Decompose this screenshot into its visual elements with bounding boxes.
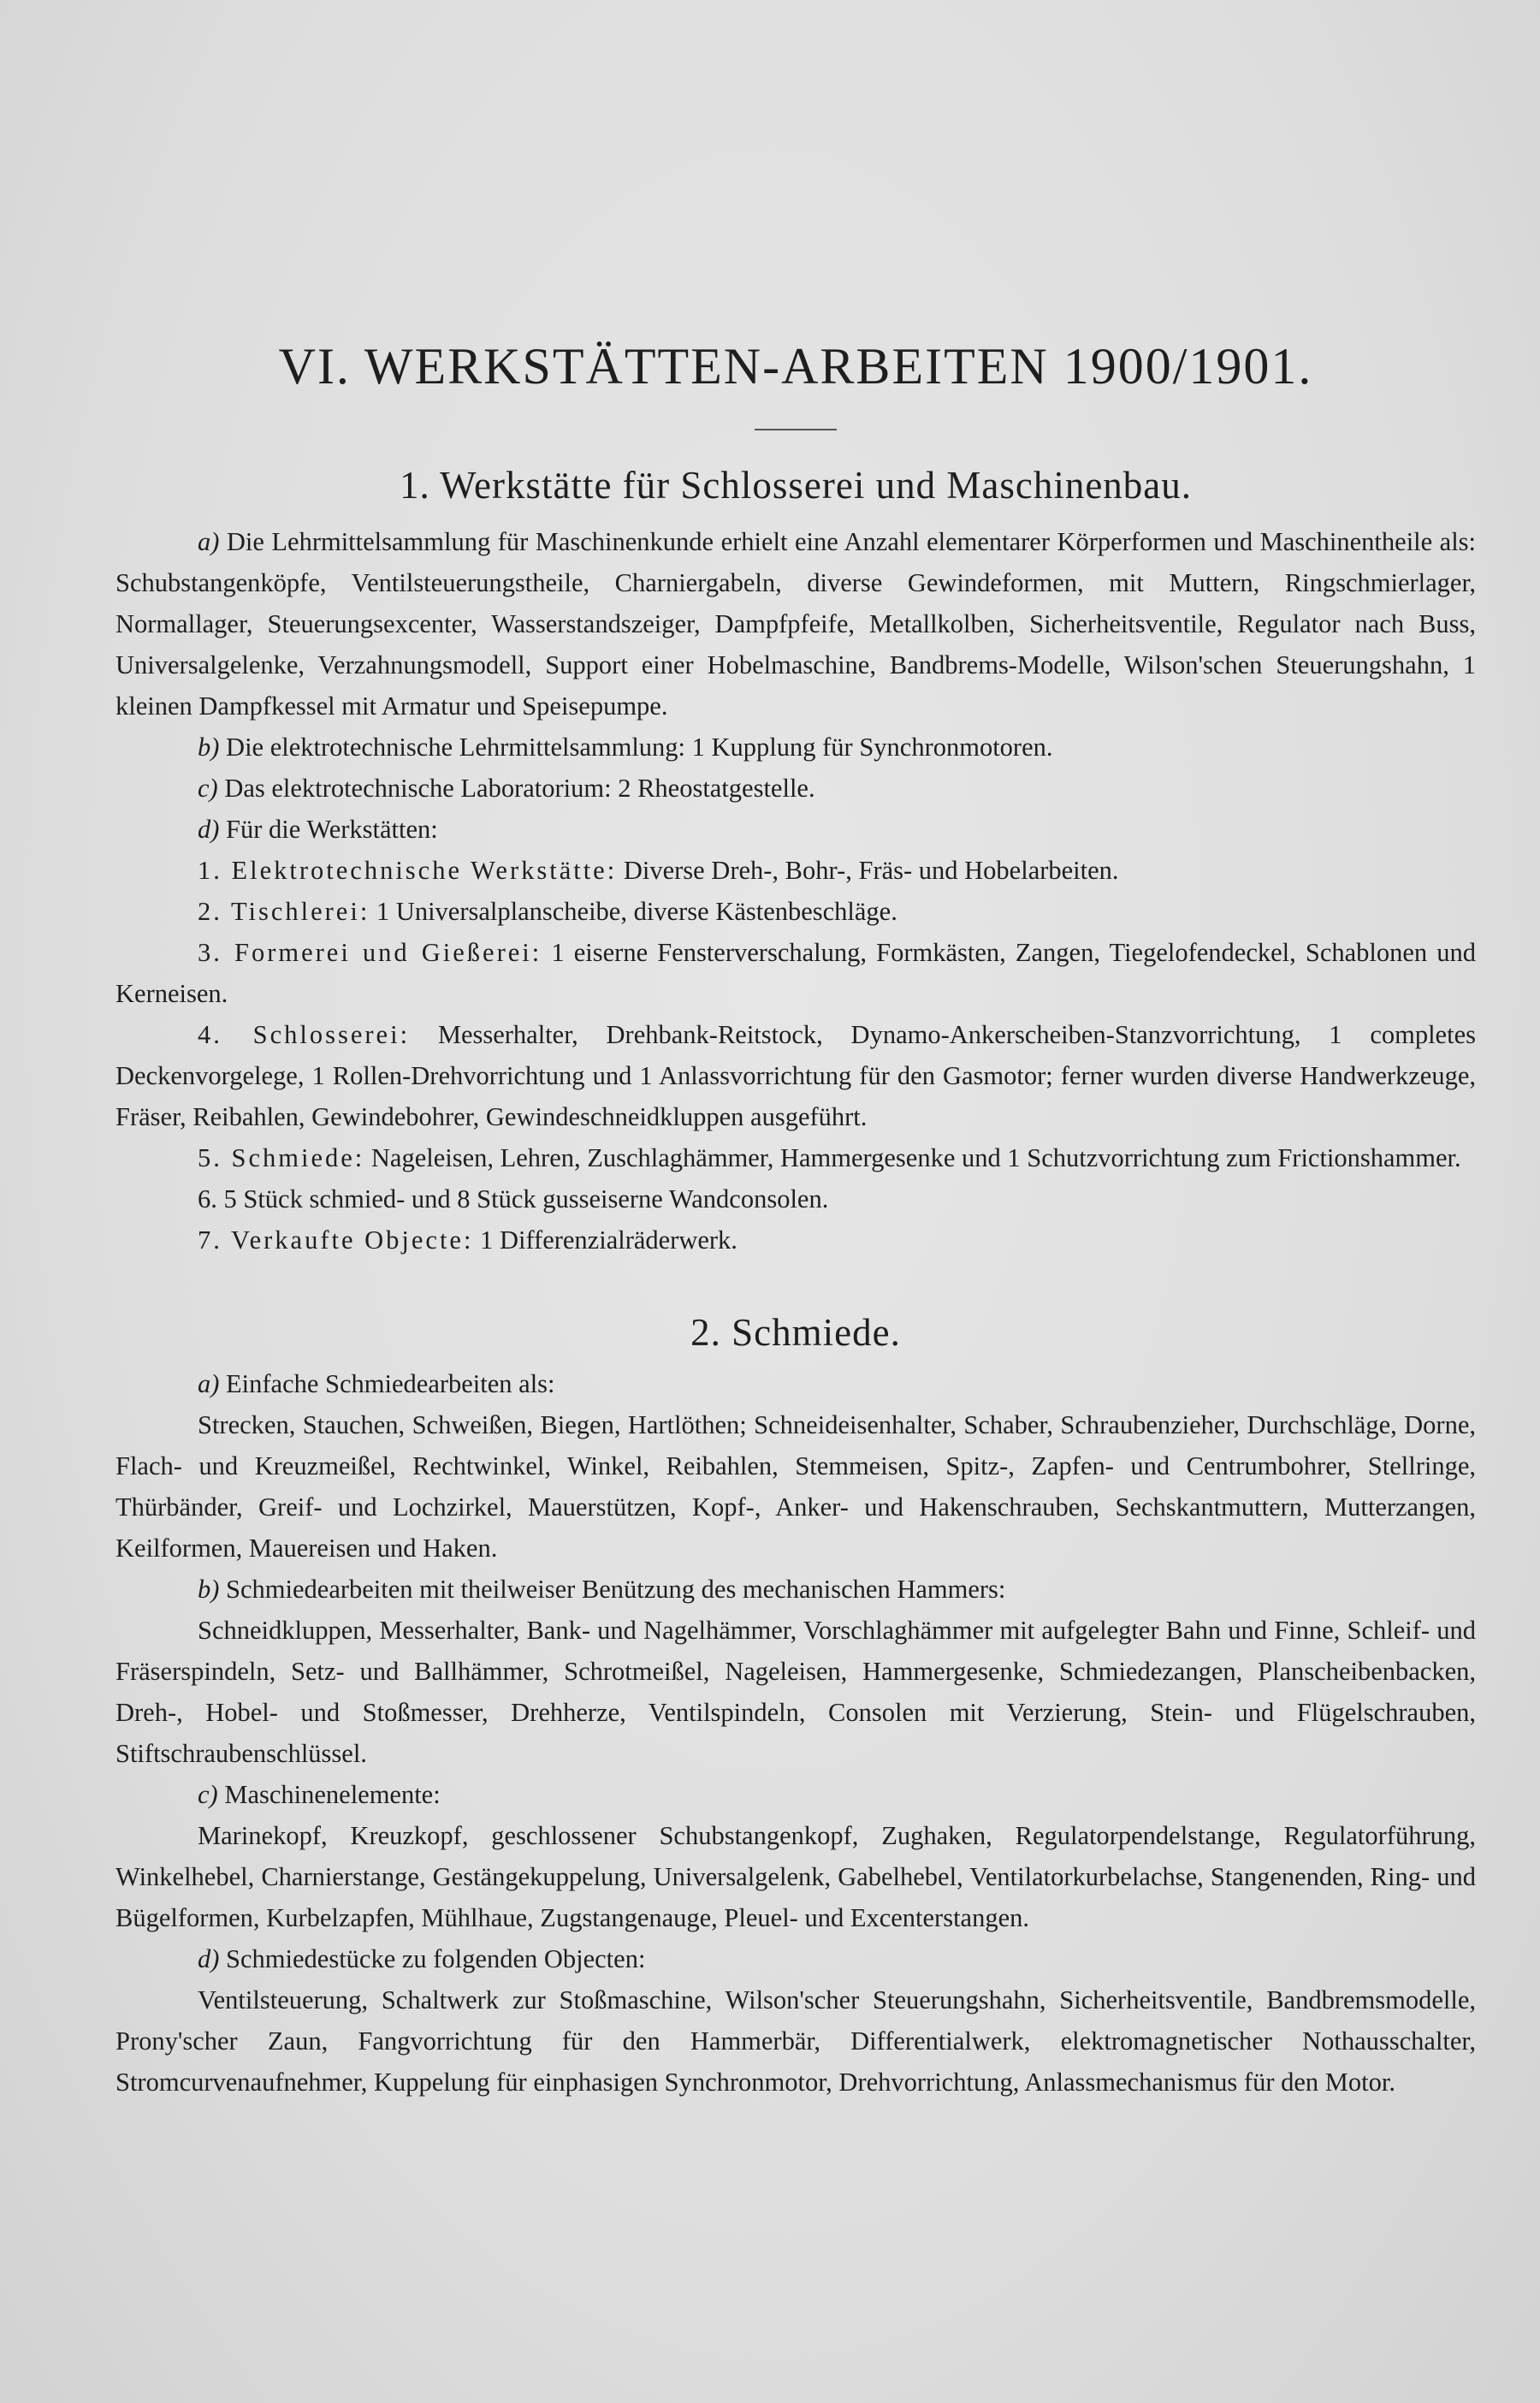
- workshop-item-text: 6. 5 Stück schmied- und 8 Stück gusseiserne Wandconsolen.: [198, 1184, 829, 1213]
- paragraph-marker: d): [198, 1944, 220, 1973]
- page-content: [116, 338, 1476, 2103]
- workshop-item: [116, 1178, 1476, 1219]
- paragraph-intro: Einfache Schmiedearbeiten als:: [226, 1369, 555, 1398]
- workshop-item: [116, 850, 1476, 891]
- paragraph-text: Die elektrotechnische Lehrmittelsammlung: 1 Kupplung für Synchronmotoren.: [226, 733, 1053, 762]
- workshop-item-text: 1 Universalplanscheibe, diverse Kästenbeschläge.: [376, 897, 897, 926]
- workshop-item-text: Messerhalter, Drehbank-Reitstock, Dynamo-Ankerscheiben-Stanzvorrichtung, 1 completes Deckenvorgelege, 1 Rollen-Drehvorrichtung und 1 Anlassvorrichtung für den Gasmotor; ferner wurden diverse Handwerkzeuge, Fräser, Reibahlen, Gewindebohrer, Gewindeschneidkluppen ausgeführt.: [116, 1020, 1476, 1131]
- workshop-item: [116, 1014, 1476, 1137]
- workshop-item-label: 5. Schmiede:: [198, 1143, 365, 1172]
- section-2-intro-c: [116, 1774, 1476, 1815]
- section-2-intro-d: [116, 1938, 1476, 1979]
- workshop-item: [116, 1219, 1476, 1261]
- title-divider: [755, 429, 837, 430]
- workshop-item-label: 7. Verkaufte Objecte:: [198, 1225, 474, 1255]
- paragraph-marker: c): [198, 774, 218, 803]
- section-2-paragraph-b: Schneidkluppen, Messerhalter, Bank- und Nagelhämmer, Vorschlaghämmer mit aufgelegter Bahn und Finne, Schleif- und Fräserspindeln, Setz- und Ballhämmer, Schrotmeißel, Nageleisen, Hammergesenke, Schmiedezangen, Planscheibenbacken, Dreh-, Hobel- und Stoßmesser, Drehherze, Ventilspindeln, Consolen mit Verzierung, Stein- und Flügelschrauben, Stiftschraubenschlüssel.: [116, 1616, 1476, 1768]
- section-1-paragraph-c: [116, 768, 1476, 809]
- workshop-item: [116, 932, 1476, 1014]
- section-1-paragraph-b: [116, 727, 1476, 768]
- workshop-item-label: 2. Tischlerei:: [198, 897, 370, 926]
- paragraph-intro: Schmiedestücke zu folgenden Objecten:: [226, 1944, 646, 1973]
- paragraph-marker: a): [198, 1369, 220, 1398]
- section-1-paragraph-a: [116, 521, 1476, 727]
- section-2-paragraph-d: Ventilsteuerung, Schaltwerk zur Stoßmaschine, Wilson'scher Steuerungshahn, Sicherheitsventile, Bandbremsmodelle, Prony'scher Zaun, Fangvorrichtung für den Hammerbär, Differentialwerk, elektromagnetischer Nothausschalter, Stromcurvenaufnehmer, Kuppelung für einphasigen Synchronmotor, Drehvorrichtung, Anlassmechanismus für den Motor.: [116, 1985, 1476, 2097]
- workshop-item-text: Nageleisen, Lehren, Zuschlaghämmer, Hammergesenke und 1 Schutzvorrichtung zum Frictionshammer.: [370, 1143, 1461, 1172]
- workshop-item-label: 4. Schlosserei:: [198, 1020, 411, 1049]
- workshop-item-label: 1. Elektrotechnische Werkstätte:: [198, 856, 618, 885]
- section-1-title: 1. Werkstätte für Schlosserei und Maschinenbau.: [399, 464, 1193, 507]
- workshop-item: [116, 1137, 1476, 1178]
- section-2-intro-b: [116, 1569, 1476, 1610]
- workshop-item: [116, 891, 1476, 932]
- paragraph-text: Für die Werkstätten:: [226, 815, 438, 844]
- workshop-item-text: 1 Differenzialräderwerk.: [480, 1225, 737, 1255]
- paragraph-marker: b): [198, 733, 220, 762]
- paragraph-marker: d): [198, 815, 220, 844]
- paragraph-intro: Schmiedearbeiten mit theilweiser Benützung des mechanischen Hammers:: [226, 1575, 1006, 1604]
- section-2-paragraph-c: Marinekopf, Kreuzkopf, geschlossener Schubstangenkopf, Zughaken, Regulatorpendelstange, Regulatorführung, Winkelhebel, Charnierstange, Gestängekuppelung, Universalgelenk, Gabelhebel, Ventilatorkurbelachse, Stangenenden, Ring- und Bügelformen, Kurbelzapfen, Mühlhaue, Zugstangenauge, Pleuel- und Excenterstangen.: [116, 1821, 1476, 1932]
- paragraph-marker: a): [198, 527, 220, 556]
- workshop-item-text: 1 eiserne Fensterverschalung, Formkästen, Zangen, Tiegelofendeckel, Schablonen und Kerneisen.: [116, 938, 1477, 1008]
- paragraph-marker: c): [198, 1780, 218, 1809]
- section-2-paragraph-a: Strecken, Stauchen, Schweißen, Biegen, Hartlöthen; Schneideisenhalter, Schaber, Schraubenzieher, Durchschläge, Dorne, Flach- und Kreuzmeißel, Rechtwinkel, Winkel, Reibahlen, Stemmeisen, Spitz-, Zapfen- und Centrumbohrer, Stellringe, Thürbänder, Greif- und Lochzirkel, Mauerstützen, Kopf-, Anker- und Hakenschrauben, Sechskantmuttern, Mutterzangen, Keilformen, Mauereisen und Haken.: [116, 1410, 1476, 1563]
- paragraph-marker: b): [198, 1575, 220, 1604]
- section-1-paragraph-d: [116, 809, 1476, 850]
- section-2-intro-a: [116, 1363, 1476, 1404]
- paragraph-text: Das elektrotechnische Laboratorium: 2 Rheostatgestelle.: [224, 774, 815, 803]
- chapter-heading: VI. WERKSTÄTTEN-ARBEITEN 1900/1901.: [278, 338, 1313, 395]
- paragraph-intro: Maschinenelemente:: [224, 1780, 441, 1809]
- paragraph-text: Die Lehrmittelsammlung für Maschinenkunde erhielt eine Anzahl elementarer Körperformen und Maschinentheile als: Schubstangenköpfe, Ventilsteuerungstheile, Charniergabeln, diverse Gewindeformen, mit Muttern, Ringschmierlager, Normallager, Steuerungsexcenter, Wasserstandszeiger, Dampfpfeife, Metallkolben, Sicherheitsventile, Regulator nach Buss, Universalgelenke, Verzahnungsmodell, Support einer Hobelmaschine, Bandbrems-Modelle, Wilson'schen Steuerungshahn, 1 kleinen Dampfkessel mit Armatur und Speisepumpe.: [116, 527, 1477, 721]
- section-2-title: 2. Schmiede.: [690, 1311, 901, 1354]
- workshop-item-label: 3. Formerei und Gießerei:: [198, 938, 542, 967]
- workshop-item-text: Diverse Dreh-, Bohr-, Fräs- und Hobelarbeiten.: [623, 856, 1119, 885]
